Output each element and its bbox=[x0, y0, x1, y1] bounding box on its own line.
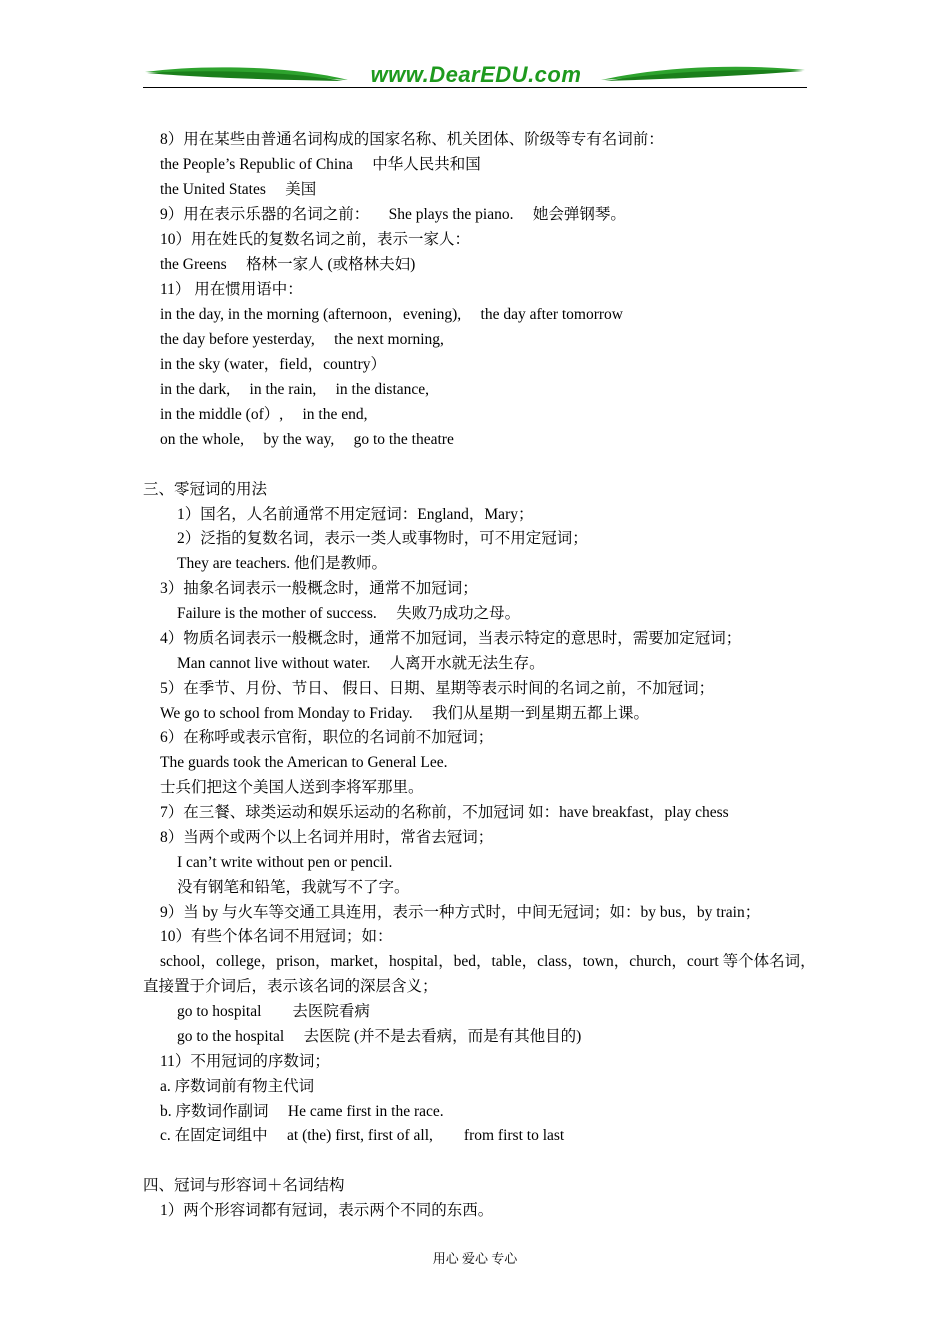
text-line: 1）国名，人名前通常不用定冠词：England，Mary； bbox=[177, 506, 534, 523]
text-line: The guards took the American to General Lee. bbox=[160, 754, 448, 771]
text-line: b. 序数词作副词 He came first in the race. bbox=[160, 1103, 444, 1120]
text-line: 3）抽象名词表示一般概念时，通常不加冠词； bbox=[160, 580, 478, 597]
text-line: on the whole, by the way, go to the theatre bbox=[160, 431, 454, 448]
text-line: 8）当两个或两个以上名词并用时，常省去冠词； bbox=[160, 829, 494, 846]
text-line: c. 在固定词组中 at (the) first, first of all, from first to last bbox=[160, 1127, 565, 1144]
text-line: 4）物质名词表示一般概念时，通常不加冠词，当表示特定的意思时，需要加定冠词； bbox=[160, 630, 742, 647]
text-line: in the dark, in the rain, in the distance, bbox=[160, 381, 430, 398]
text-line: 士兵们把这个美国人送到李将军那里。 bbox=[160, 779, 424, 796]
text-line: I can’t write without pen or pencil. bbox=[177, 854, 393, 871]
header-rule bbox=[143, 87, 807, 88]
text-line: 6）在称呼或表示官衔，职位的名词前不加冠词； bbox=[160, 729, 494, 746]
text-line: 8）用在某些由普通名词构成的国家名称、机关团体、阶级等专有名词前： bbox=[160, 131, 664, 148]
text-line: in the middle (of）, in the end, bbox=[160, 406, 368, 423]
section-heading: 四、冠词与形容词＋名词结构 bbox=[143, 1177, 345, 1194]
text-line: 10）用在姓氏的复数名词之前，表示一家人： bbox=[160, 231, 471, 248]
text-line: go to the hospital 去医院 (并不是去看病，而是有其他目的) bbox=[177, 1028, 582, 1045]
text-line: the Greens 格林一家人 (或格林夫妇) bbox=[160, 256, 416, 273]
text-line: We go to school from Monday to Friday. 我们从星期一到星期五都上课。 bbox=[160, 705, 649, 722]
text-line: the United States 美国 bbox=[160, 181, 317, 198]
text-line: in the day, in the morning (afternoon，evening), the day after tomorrow bbox=[160, 306, 623, 323]
text-line: school，college，prison，market，hospital，bed，table，class，town，church，court 等个体名词， bbox=[160, 953, 816, 970]
site-name: www.DearEDU.com bbox=[370, 62, 582, 87]
text-line: the People’s Republic of China 中华人民共和国 bbox=[160, 156, 481, 173]
text-line: 2）泛指的复数名词，表示一类人或事物时，可不用定冠词； bbox=[177, 530, 588, 547]
text-line: 1）两个形容词都有冠词，表示两个不同的东西。 bbox=[160, 1202, 494, 1219]
text-line: Failure is the mother of success. 失败乃成功之母。 bbox=[177, 605, 521, 622]
page-footer: 用心 爱心 专心 bbox=[432, 1251, 518, 1266]
text-line: Man cannot live without water. 人离开水就无法生存。 bbox=[177, 655, 545, 672]
text-line: a. 序数词前有物主代词 bbox=[160, 1078, 315, 1095]
text-line: go to hospital 去医院看病 bbox=[177, 1003, 370, 1020]
text-line: 没有钢笔和铅笔，我就写不了字。 bbox=[177, 879, 410, 896]
text-line: 11） 用在惯用语中： bbox=[160, 281, 303, 298]
text-line: 直接置于介词后，表示该名词的深层含义； bbox=[143, 978, 438, 995]
text-line: 7）在三餐、球类运动和娱乐运动的名称前，不加冠词 如：have breakfast，play chess bbox=[160, 804, 729, 821]
text-line: the day before yesterday, the next morning, bbox=[160, 331, 444, 348]
section-heading: 三、零冠词的用法 bbox=[143, 481, 268, 498]
text-line: 10）有些个体名词不用冠词；如： bbox=[160, 928, 393, 945]
text-line: in the sky (water，field，country） bbox=[160, 356, 386, 373]
text-line: 9）当 by 与火车等交通工具连用，表示一种方式时，中间无冠词；如：by bus，by train； bbox=[160, 904, 761, 921]
text-line: They are teachers. 他们是教师。 bbox=[177, 555, 388, 572]
text-line: 11）不用冠词的序数词； bbox=[160, 1053, 330, 1070]
site-header-banner bbox=[143, 60, 807, 94]
text-line: 9）用在表示乐器的名词之前： She plays the piano. 她会弹钢琴。 bbox=[160, 206, 626, 223]
text-line: 5）在季节、月份、节日、 假日、日期、星期等表示时间的名词之前，不加冠词； bbox=[160, 680, 715, 697]
